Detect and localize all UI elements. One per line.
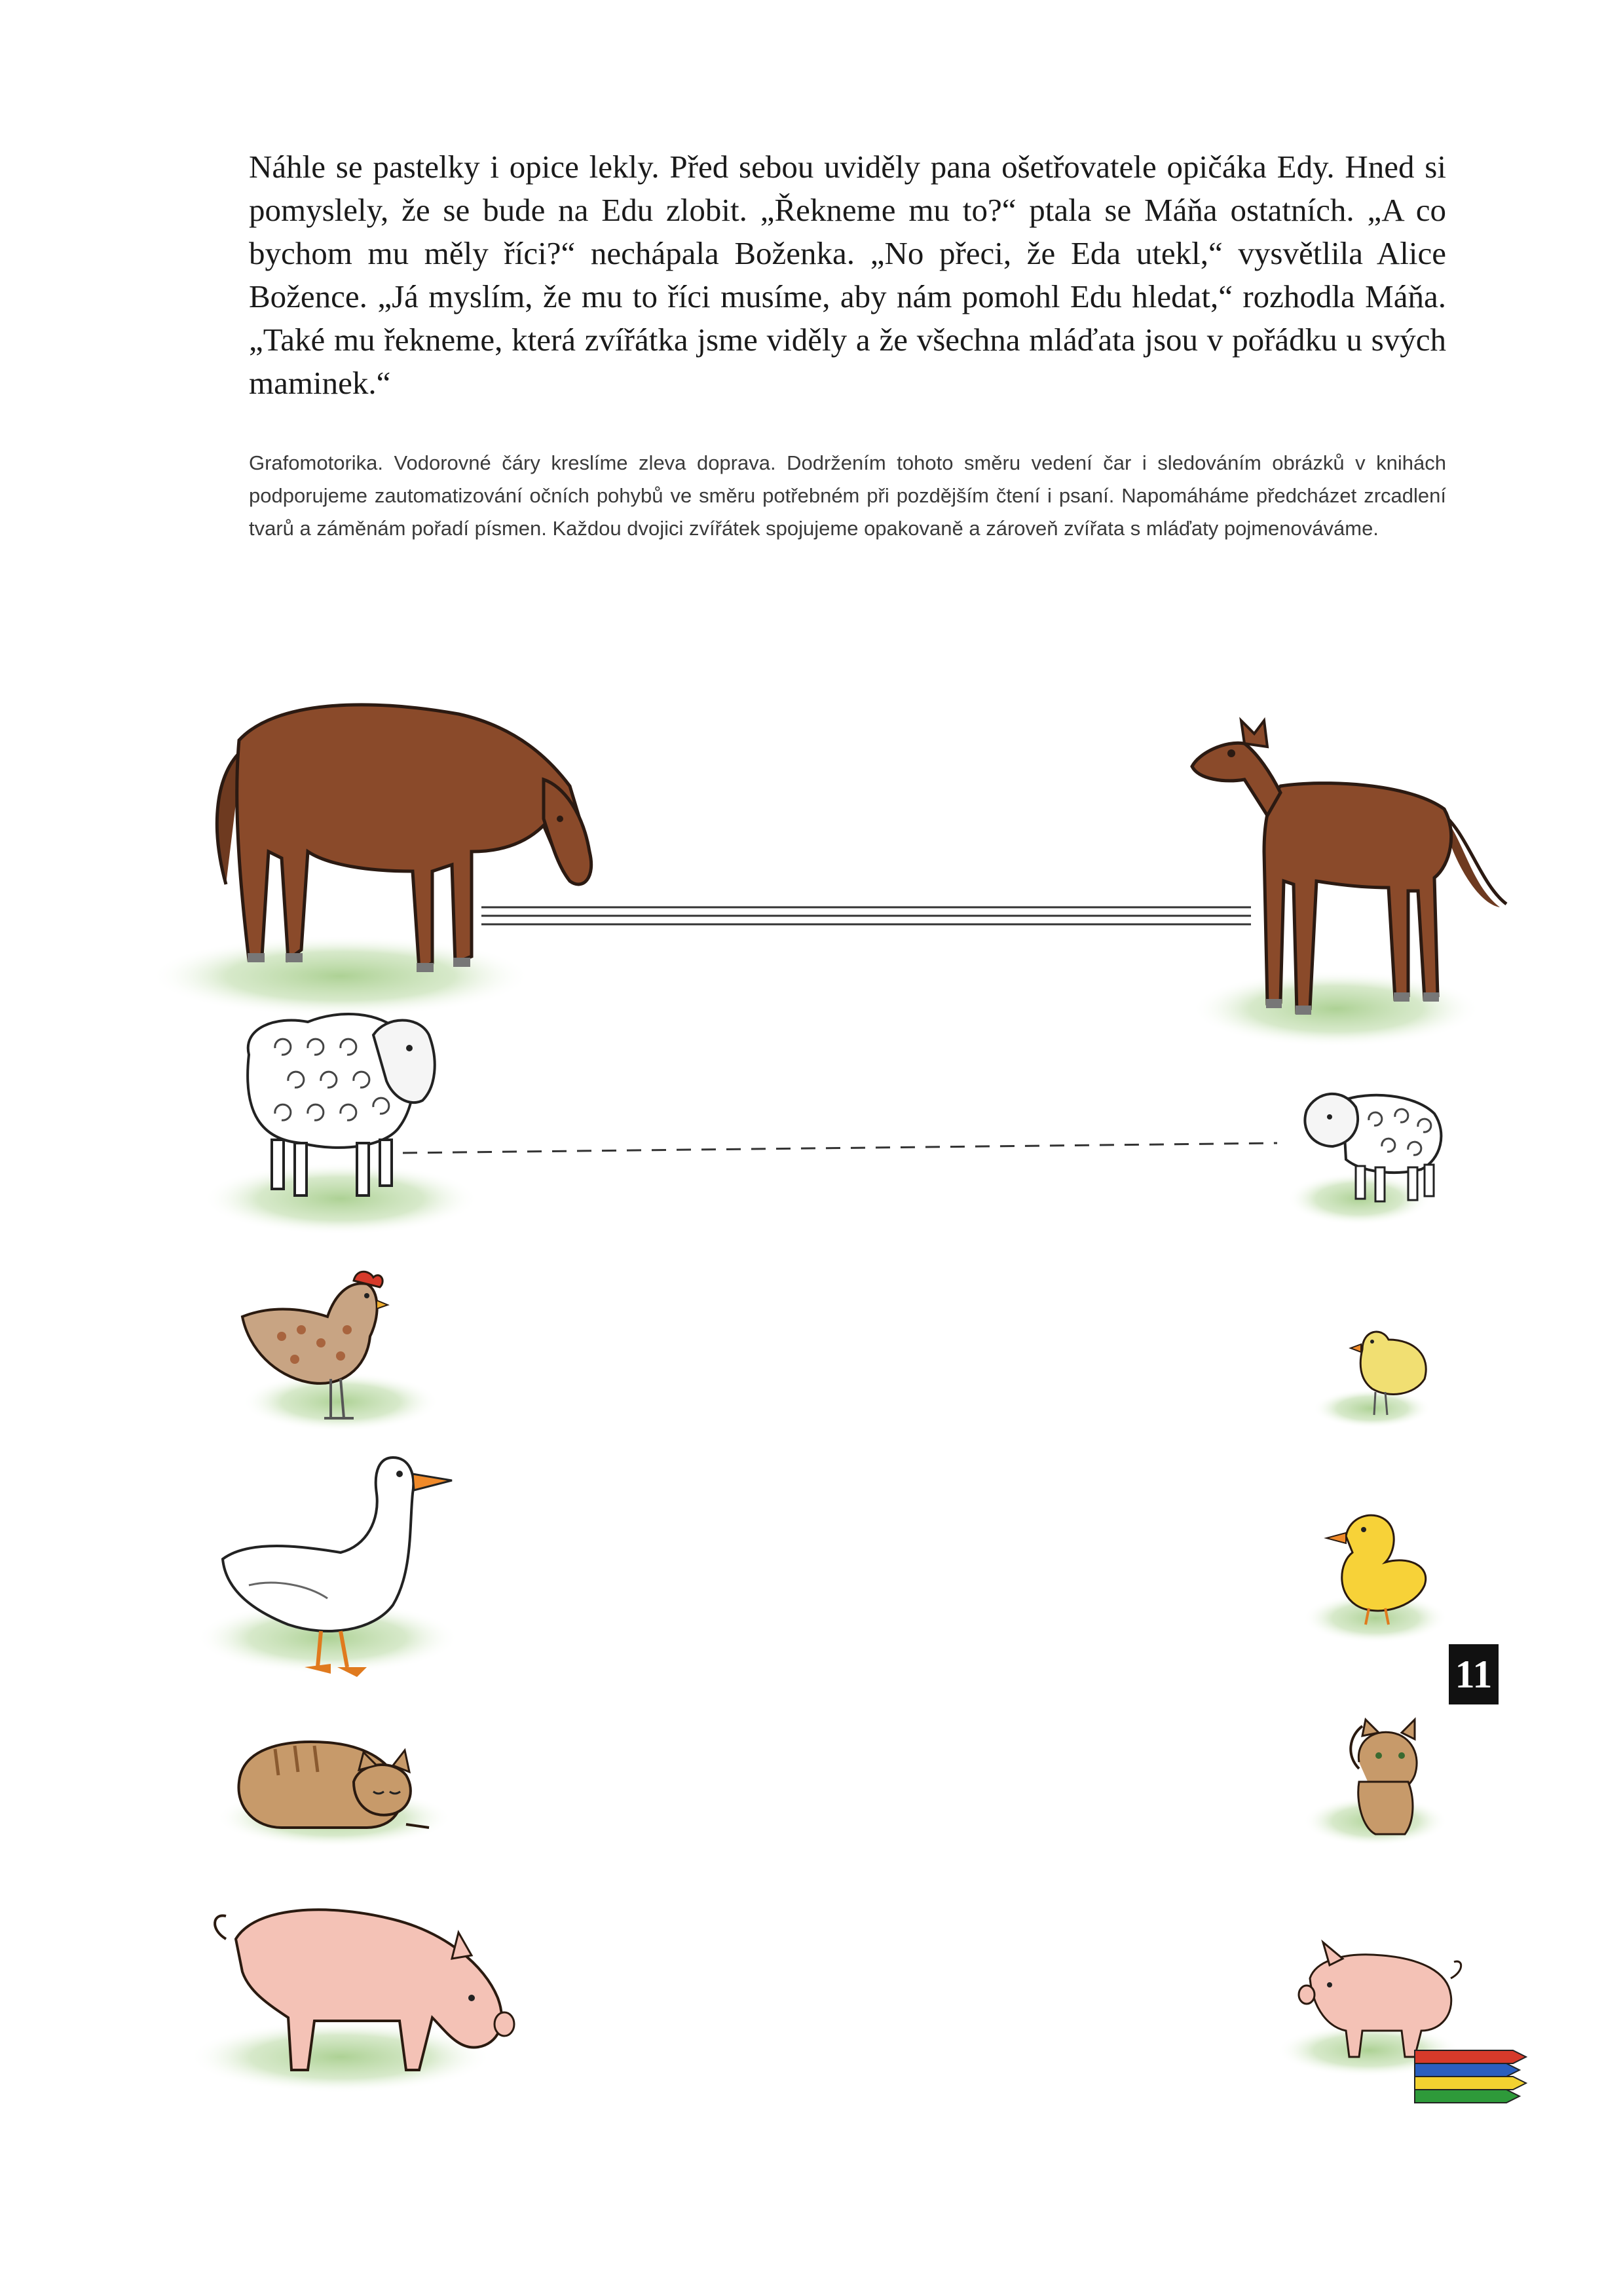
- kitten-icon: [1303, 1720, 1447, 1846]
- pencils-icon: [1415, 2050, 1526, 2103]
- lamb-icon: [1287, 1094, 1441, 1225]
- sheep-icon: [203, 1014, 478, 1235]
- page-number: 11: [1449, 1644, 1499, 1704]
- dashed-connector-line: [403, 1143, 1277, 1153]
- horse-icon: [151, 705, 591, 1017]
- story-text: Náhle se pastelky i opice lekly. Před sebou uviděly pana ošetřovatele opičáka Edy. Hned si pomyslely, že se bude na Edu zlobit. „Řekneme mu to?“ ptala se Máňa ostatních. „A co bychom mu měly říci?“ nechápala Boženka. „No přeci, že Eda utekl,“ vysvětlila Alice Božence. „Já myslím, že mu to říci musíme, aby nám pomohl Edu hledat,“ rozhodla Máňa. „Také mu řekneme, která zvířátka jsme viděly a že všechna mláďata jsou v pořádku u svých maminek.“: [249, 149, 1446, 401]
- goose-icon: [196, 1458, 458, 1677]
- cat-icon: [216, 1742, 452, 1847]
- hen-icon: [242, 1271, 439, 1431]
- foal-icon: [1192, 721, 1506, 1047]
- instructions-text: Grafomotorika. Vodorovné čáry kreslíme zleva doprava. Dodržením tohoto směru vedení čar i sledováním obrázků v knihách podporujeme zautomatizování očních pohybů ve směru potřebném při pozdějším čtení i psaní. Napomáháme předcházet zrcadlení tvarů a záměnám pořadí písmen. Každou dvojici zvířátek spojujeme opakovaně a zároveň zvířata s mláďaty pojmenováváme.: [249, 451, 1446, 540]
- chick-icon: [1313, 1332, 1431, 1428]
- duckling-icon: [1303, 1515, 1447, 1643]
- triple-connector-lines: [481, 907, 1251, 924]
- pig-icon: [190, 1910, 514, 2093]
